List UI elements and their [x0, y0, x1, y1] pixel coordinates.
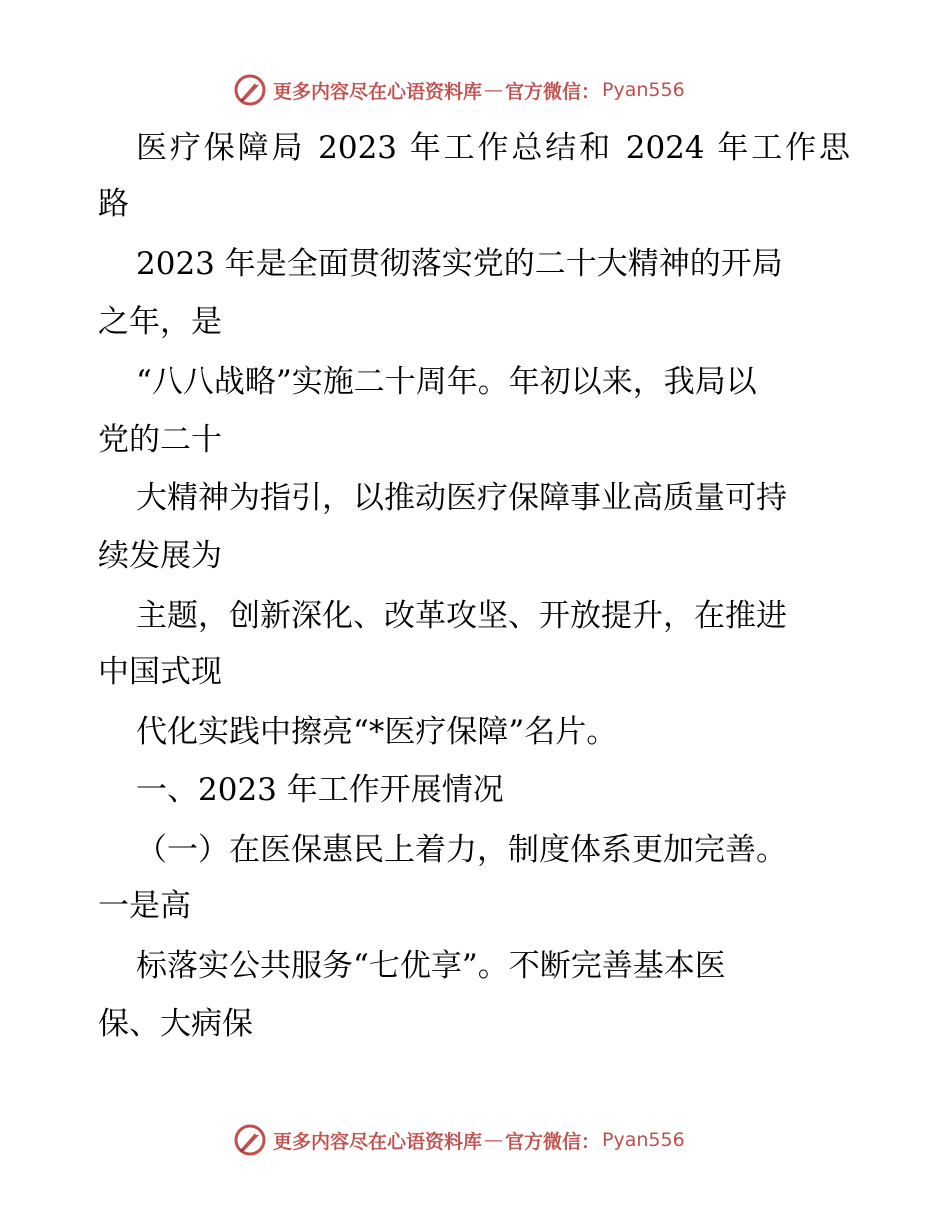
- text-line: 党的二十: [98, 422, 222, 458]
- text-line: 续发展为: [98, 538, 222, 574]
- watermark-separator: —: [484, 79, 504, 101]
- pen-logo-icon: [233, 1123, 267, 1157]
- text-line: 标落实公共服务“七优享”。不断完善基本医: [136, 948, 726, 984]
- text-line: 代化实践中擦亮“*医疗保障”名片。: [136, 714, 618, 750]
- text-line: 2023 年是全面贯彻落实党的二十大精神的开局: [136, 246, 783, 282]
- watermark-wechat-label: 官方微信：: [505, 1130, 601, 1153]
- watermark-wechat-id: Pyan556: [602, 1129, 685, 1151]
- watermark-separator: —: [484, 1129, 504, 1151]
- section-heading: 一、2023 年工作开展情况: [136, 772, 504, 808]
- text-line: 中国式现: [98, 654, 222, 690]
- text-line: （一）在医保惠民上着力，制度体系更加完善。: [136, 832, 787, 868]
- watermark-main-text: 更多内容尽在心语资料库: [273, 80, 483, 103]
- watermark-wechat-id: Pyan556: [602, 79, 685, 101]
- footer-watermark: [233, 1120, 685, 1160]
- header-watermark: [233, 70, 685, 110]
- document-title-line-2: 路: [98, 186, 129, 222]
- text-line: “八八战略”实施二十周年。年初以来，我局以: [136, 364, 757, 400]
- text-line: 之年，是: [98, 304, 222, 340]
- text-line: 一是高: [98, 888, 191, 924]
- text-line: 主题，创新深化、改革攻坚、开放提升，在推进: [136, 598, 787, 634]
- watermark-main-text: 更多内容尽在心语资料库: [273, 1130, 483, 1153]
- watermark-wechat-label: 官方微信：: [505, 80, 601, 103]
- text-line: 保、大病保: [98, 1006, 253, 1042]
- text-line: 大精神为指引，以推动医疗保障事业高质量可持: [136, 480, 787, 516]
- document-title-line-1: 医疗保障局 2023 年工作总结和 2024 年工作思: [136, 130, 850, 166]
- pen-logo-icon: [233, 73, 267, 107]
